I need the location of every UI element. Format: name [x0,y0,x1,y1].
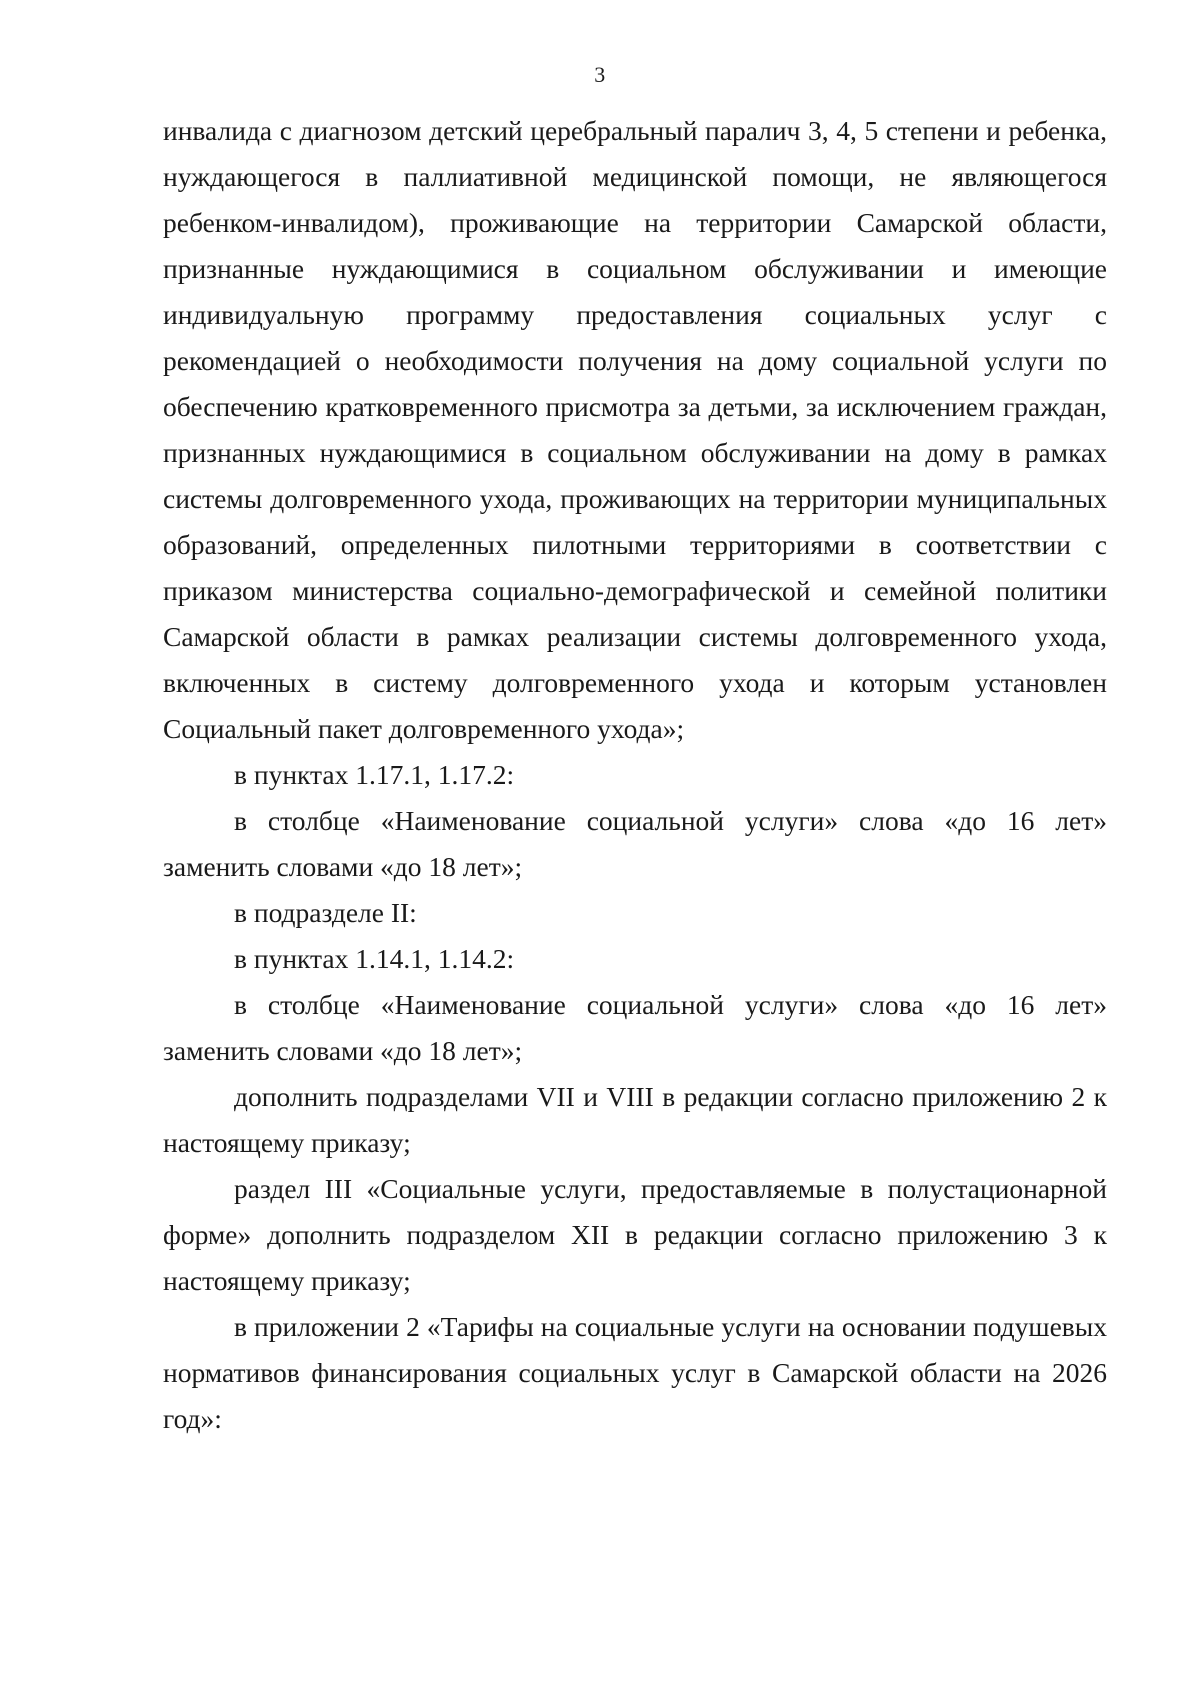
paragraph-points-1-14: в пунктах 1.14.1, 1.14.2: [234,943,515,974]
paragraph-add-subsections: дополнить подразделами VII и VIII в редакции согласно приложению 2 к настоящему приказу; [163,1081,1107,1158]
paragraph-appendix-2: в приложении 2 «Тарифы на социальные услуги на основании подушевых нормативов финансирования социальных услуг в Самарской области на 2026 год»: [163,1311,1107,1434]
paragraph-subsection-ii: в подразделе II: [234,897,417,928]
paragraph-continuation: инвалида с диагнозом детский церебральный паралич 3, 4, 5 степени и ребенка, нуждающегося в паллиативной медицинской помощи, не являющегося ребенком-инвалидом), проживающие на территории Самарской области, признанные нуждающимися в социальном обслуживании и имеющие индивидуальную программу предоставления социальных услуг с рекомендацией о необходимости получения на дому социальной услуги по обеспечению кратковременного присмотра за детьми, за исключением граждан, признанных нуждающимися в социальном обслуживании на дому в рамках системы долговременного ухода, проживающих на территории муниципальных образований, определенных пилотными территориями в соответствии с приказом министерства социально-демографической и семейной политики Самарской области в рамках реализации системы долговременного ухода, включенных в систему долговременного ухода и которым установлен Социальный пакет долговременного ухода»; [163,115,1107,744]
paragraph-points-1-17: в пунктах 1.17.1, 1.17.2: [234,759,515,790]
paragraph-column-replacement-2: в столбце «Наименование социальной услуги» слова «до 16 лет» заменить словами «до 18 лет»; [163,989,1107,1066]
paragraph-section-iii: раздел III «Социальные услуги, предоставляемые в полустационарной форме» дополнить подразделом XII в редакции согласно приложению 3 к настоящему приказу; [163,1173,1107,1296]
paragraph-column-replacement-1: в столбце «Наименование социальной услуги» слова «до 16 лет» заменить словами «до 18 лет»; [163,805,1107,882]
document-body [163,108,1107,1442]
page-number: 3 [594,62,606,87]
